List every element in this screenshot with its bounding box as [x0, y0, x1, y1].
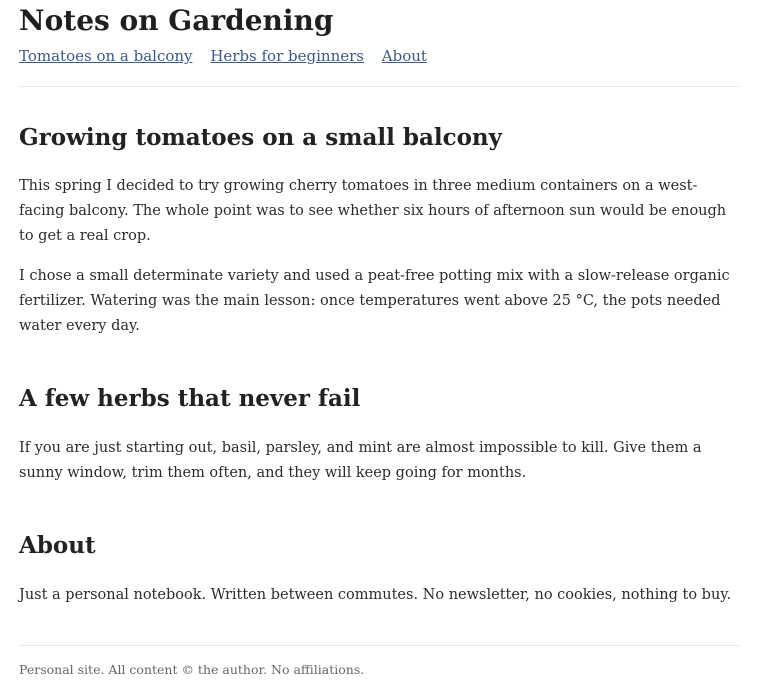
- footer-divider: [19, 645, 739, 646]
- section-title-about: About: [19, 532, 96, 559]
- nav-link-herbs[interactable]: Herbs for beginners: [210, 47, 364, 65]
- page: [19, 0, 739, 678]
- header-divider: [19, 86, 739, 87]
- section-tomatoes: [19, 124, 739, 339]
- section-title-herbs: A few herbs that never fail: [19, 385, 361, 412]
- nav-link-about[interactable]: About: [381, 47, 427, 65]
- section-title-tomatoes: Growing tomatoes on a small balcony: [19, 124, 503, 151]
- section-about: [19, 532, 739, 608]
- paragraph-herbs-1: If you are just starting out, basil, parsley, and mint are almost impossible to kill. Give them a sunny window, trim them often, and they will keep going for months.: [19, 440, 702, 481]
- paragraph-tomatoes-2: I chose a small determinate variety and used a peat-free potting mix with a slow-release organic fertilizer. Watering was the main lesson: once temperatures went above 25 °C, the pots needed water every day.: [19, 268, 730, 334]
- site-title: Notes on Gardening: [19, 4, 334, 37]
- paragraph-tomatoes-1: This spring I decided to try growing cherry tomatoes in three medium containers on a west-facing balcony. The whole point was to see whether six hours of afternoon sun would be enough to get a real crop.: [19, 178, 727, 244]
- footer-text: Personal site. All content © the author. No affiliations.: [19, 662, 365, 677]
- site-nav: [19, 46, 739, 66]
- site-header: [19, 0, 739, 66]
- nav-link-tomatoes[interactable]: Tomatoes on a balcony: [19, 47, 193, 65]
- section-herbs: [19, 385, 739, 486]
- paragraph-about-1: Just a personal notebook. Written between commutes. No newsletter, no cookies, nothing to buy.: [19, 587, 732, 603]
- site-footer: [19, 662, 739, 678]
